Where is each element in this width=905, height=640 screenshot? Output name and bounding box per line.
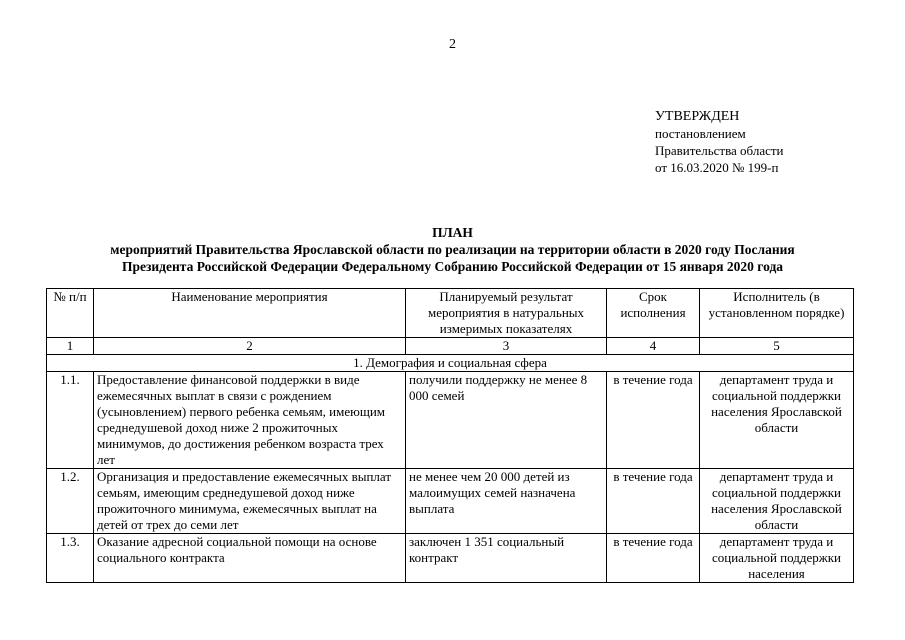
section-row [47, 355, 854, 372]
row-num: 1.1. [47, 372, 94, 469]
row-executor: департамент труда и социальной поддержки населения Ярославской области [700, 469, 854, 534]
row-name: Предоставление финансовой поддержки в виде ежемесячных выплат в связи с рождением (усыновлением) первого ребенка семьям, имеющим среднедушевой доход ниже 2 прожиточных минимумов, до достижения ребенком возраста трех лет [94, 372, 406, 469]
title-line: Президента Российской Федерации Федеральному Собранию Российской Федерации от 15 января 2020 года [121, 259, 784, 274]
row-name: Организация и предоставление ежемесячных выплат семьям, имеющим среднедушевой доход ниже прожиточного минимума, ежемесячных выплат на детей от трех до семи лет [94, 469, 406, 534]
row-executor: департамент труда и социальной поддержки населения [700, 534, 854, 583]
row-num: 1.2. [47, 469, 94, 534]
table-header-row [47, 289, 854, 338]
plan-table [46, 288, 854, 583]
column-number: 3 [406, 338, 607, 355]
header-term: Срок исполнения [607, 289, 700, 338]
table-row [47, 469, 854, 534]
section-title: 1. Демография и социальная сфера [47, 355, 854, 372]
row-result: заключен 1 351 социальный контракт [406, 534, 607, 583]
column-number: 2 [94, 338, 406, 355]
title-heading: ПЛАН [432, 225, 473, 240]
page-number: 2 [449, 37, 456, 52]
header-executor: Исполнитель (в установленном порядке) [700, 289, 854, 338]
document-title [30, 224, 875, 275]
approval-line: Правительства области [655, 143, 784, 158]
row-name: Оказание адресной социальной помощи на основе социального контракта [94, 534, 406, 583]
approval-line: постановлением [655, 126, 746, 141]
column-number: 5 [700, 338, 854, 355]
row-term: в течение года [607, 372, 700, 469]
column-numbers-row [47, 338, 854, 355]
header-num: № п/п [47, 289, 94, 338]
table-row [47, 372, 854, 469]
header-name: Наименование мероприятия [94, 289, 406, 338]
row-result: получили поддержку не менее 8 000 семей [406, 372, 607, 469]
header-result: Планируемый результат мероприятия в натуральных измеримых показателях [406, 289, 607, 338]
row-term: в течение года [607, 534, 700, 583]
column-number: 4 [607, 338, 700, 355]
approval-block [655, 108, 784, 176]
row-term: в течение года [607, 469, 700, 534]
table-row [47, 534, 854, 583]
title-line: мероприятий Правительства Ярославской области по реализации на территории области в 2020 году Послания [110, 242, 795, 257]
column-number: 1 [47, 338, 94, 355]
approval-line: от 16.03.2020 № 199-п [655, 160, 779, 175]
row-result: не менее чем 20 000 детей из малоимущих семей назначена выплата [406, 469, 607, 534]
row-num: 1.3. [47, 534, 94, 583]
row-executor: департамент труда и социальной поддержки населения Ярославской области [700, 372, 854, 469]
approval-title: УТВЕРЖДЕН [655, 109, 740, 124]
